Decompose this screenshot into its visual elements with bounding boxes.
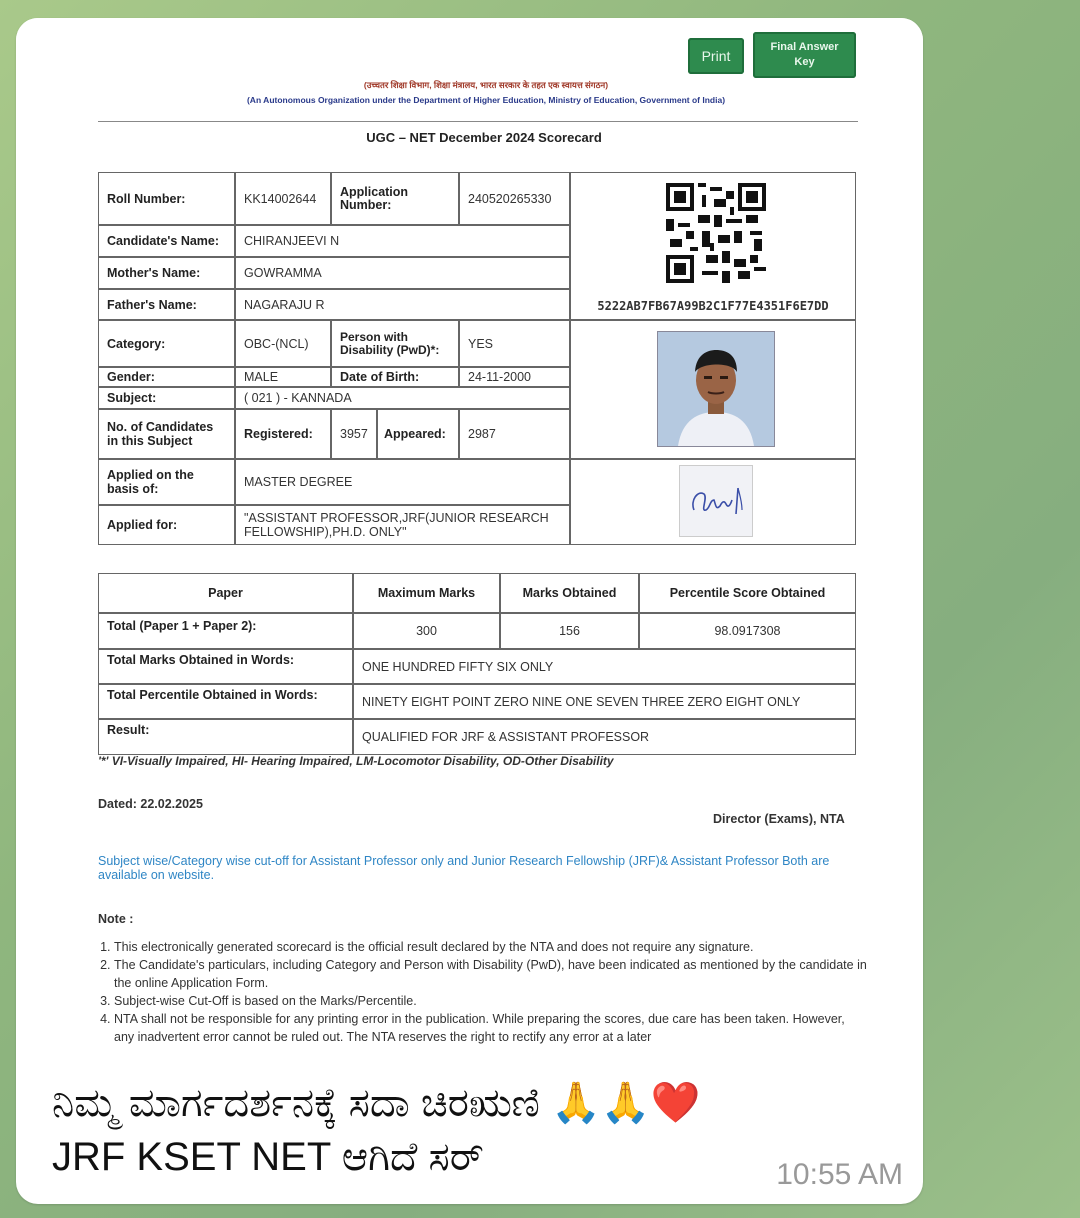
notes-list: [98, 938, 868, 1046]
header-percentile: Percentile Score Obtained: [639, 573, 856, 613]
roll-number-label: Roll Number:: [98, 172, 235, 225]
registered-label: Registered:: [235, 409, 331, 459]
header-english: (An Autonomous Organization under the Department of Higher Education, Ministry of Education, Government of India): [246, 95, 726, 105]
applied-basis-value: MASTER DEGREE: [235, 459, 570, 505]
max-marks-value: 300: [353, 613, 500, 649]
message-bubble[interactable]: [16, 18, 923, 1204]
qr-code-icon: [666, 183, 766, 283]
cutoff-link[interactable]: Subject wise/Category wise cut-off for Assistant Professor only and Junior Research Fellowship (JRF)& Assistant Professor Both are available on website.: [98, 854, 830, 882]
divider: [98, 121, 858, 122]
father-name-value: NAGARAJU R: [235, 289, 570, 320]
message-timestamp: 10:55 AM: [776, 1158, 903, 1191]
message-line-1: ನಿಮ್ಮ ಮಾರ್ಗದರ್ಶನಕ್ಕೆ ಸದಾ ಚಿರಋಣಿ: [52, 1081, 540, 1125]
marks-obtained-value: 156: [500, 613, 639, 649]
subject-label: Subject:: [98, 387, 235, 409]
marks-words-value: ONE HUNDRED FIFTY SIX ONLY: [353, 649, 856, 684]
percentile-value: 98.0917308: [639, 613, 856, 649]
registered-value: 3957: [331, 409, 377, 459]
emoji-icons: 🙏🙏❤️: [550, 1080, 701, 1126]
header-hindi: (उच्चतर शिक्षा विभाग, शिक्षा मंत्रालय, भारत सरकार के तहत एक स्वायत्त संगठन): [363, 80, 609, 90]
candidate-signature: [679, 465, 753, 537]
note-item: 1. This electronically generated scorecard is the official result declared by the NTA and does not require any signature.: [114, 938, 868, 956]
note-item: 4. NTA shall not be responsible for any printing error in the publication. While preparing the scores, due care has been taken. However, any inadvertent error cannot be ruled out. The NTA reserves the right to rectify any error at a later: [114, 1010, 868, 1046]
appeared-label: Appeared:: [377, 409, 459, 459]
dob-value: 24-11-2000: [459, 367, 570, 387]
applied-basis-label: Applied on the basis of:: [98, 459, 235, 505]
subject-value: ( 021 ) - KANNADA: [235, 387, 570, 409]
scorecard-title: UGC – NET December 2024 Scorecard: [366, 130, 602, 145]
qr-code-text: 5222AB7FB67A99B2C1F77E4351F6E7DD: [597, 299, 829, 313]
pwd-value: YES: [459, 320, 570, 367]
dated-text: Dated: 22.02.2025: [98, 797, 203, 811]
candidate-name-value: CHIRANJEEVI N: [235, 225, 570, 257]
pwd-label: Person with Disability (PwD)*:: [331, 320, 459, 367]
result-value: QUALIFIED FOR JRF & ASSISTANT PROFESSOR: [353, 719, 856, 755]
roll-number-value: KK14002644: [235, 172, 331, 225]
disability-note: '*' VI-Visually Impaired, HI- Hearing Impaired, LM-Locomotor Disability, OD-Other Disability: [98, 754, 614, 768]
total-label: Total (Paper 1 + Paper 2):: [98, 613, 353, 649]
percentile-words-label: Total Percentile Obtained in Words:: [98, 684, 353, 719]
note-item: 3. Subject-wise Cut-Off is based on the Marks/Percentile.: [114, 992, 868, 1010]
no-of-candidates-label: No. of Candidates in this Subject: [98, 409, 235, 459]
header-maximum-marks: Maximum Marks: [353, 573, 500, 613]
appeared-value: 2987: [459, 409, 570, 459]
applied-for-label: Applied for:: [98, 505, 235, 545]
candidate-name-label: Candidate's Name:: [98, 225, 235, 257]
candidate-photo: [657, 331, 775, 447]
result-label: Result:: [98, 719, 353, 755]
category-value: OBC-(NCL): [235, 320, 331, 367]
application-number-label: Application Number:: [331, 172, 459, 225]
gender-value: MALE: [235, 367, 331, 387]
note-item: 2. The Candidate's particulars, including Category and Person with Disability (PwD), have been indicated as mentioned by the candidate in the online Application Form.: [114, 956, 868, 992]
director-text: Director (Exams), NTA: [713, 812, 845, 826]
note-title: Note :: [98, 912, 134, 926]
message-line-2: JRF KSET NET ಆಗಿದೆ ಸರ್: [52, 1135, 484, 1179]
category-label: Category:: [98, 320, 235, 367]
dob-label: Date of Birth:: [331, 367, 459, 387]
applied-for-value: "ASSISTANT PROFESSOR,JRF(JUNIOR RESEARCH FELLOWSHIP),PH.D. ONLY": [235, 505, 570, 545]
percentile-words-value: NINETY EIGHT POINT ZERO NINE ONE SEVEN THREE ZERO EIGHT ONLY: [353, 684, 856, 719]
gender-label: Gender:: [98, 367, 235, 387]
father-name-label: Father's Name:: [98, 289, 235, 320]
marks-words-label: Total Marks Obtained in Words:: [98, 649, 353, 684]
print-button[interactable]: Print: [688, 38, 744, 74]
final-answer-key-button[interactable]: Final Answer Key: [753, 32, 856, 78]
mother-name-value: GOWRAMMA: [235, 257, 570, 289]
application-number-value: 240520265330: [459, 172, 570, 225]
header-paper: Paper: [98, 573, 353, 613]
mother-name-label: Mother's Name:: [98, 257, 235, 289]
scorecard-image[interactable]: [16, 18, 923, 1058]
header-marks-obtained: Marks Obtained: [500, 573, 639, 613]
